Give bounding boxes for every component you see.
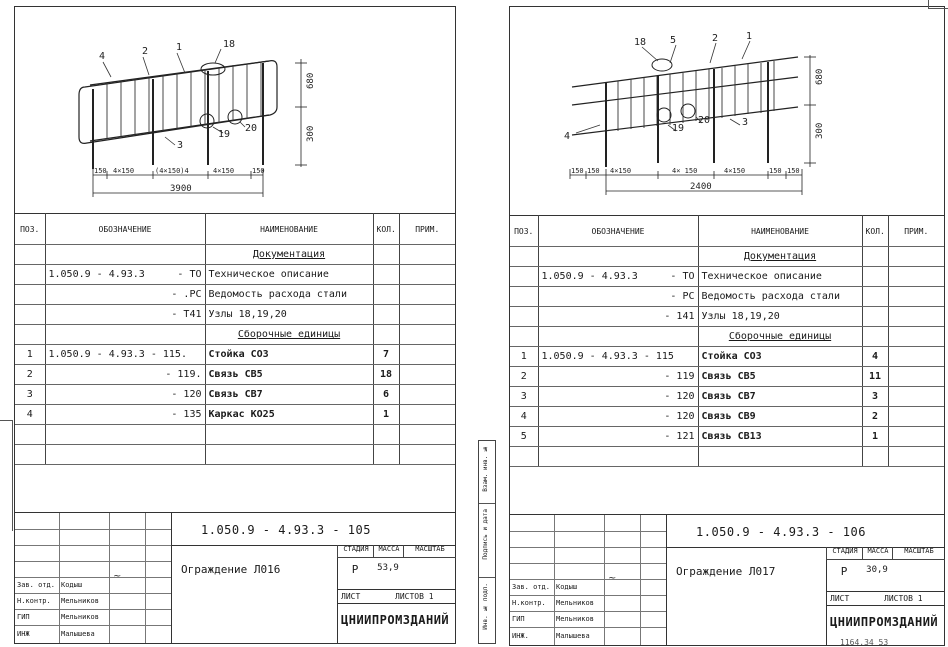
table-row xyxy=(15,445,455,465)
table-row xyxy=(15,425,455,445)
section-docs: Документация xyxy=(743,251,817,262)
row-name: Связь СВ9 xyxy=(698,407,862,427)
col-mass: МАССА xyxy=(862,547,893,560)
revision-grid xyxy=(15,513,172,643)
row-name: Техническое описание xyxy=(698,267,862,287)
table-row xyxy=(510,387,944,407)
strip-label-0: Взам. инв. № xyxy=(482,445,489,492)
row-suffix: - 135 xyxy=(45,405,205,425)
sheets-label: ЛИСТОВ 1 xyxy=(395,592,434,601)
name-2: Мельников xyxy=(61,613,99,621)
doc-code: 1.050.9 - 4.93.3 - 105 xyxy=(201,523,371,537)
section-assemblies: Сборочные единицы xyxy=(237,329,341,340)
doc-code: 1.050.9 - 4.93.3 - 106 xyxy=(696,525,866,539)
sheets-label: ЛИСТОВ 1 xyxy=(884,594,923,603)
signature-mark: ~ xyxy=(608,573,617,584)
row-suffix: - 120 xyxy=(538,387,698,407)
sheet-label: ЛИСТ xyxy=(341,592,361,601)
row-designation: 1.050.9 - 4.93.3 xyxy=(541,271,638,282)
organization: ЦНИИПРОМЗДАНИЙ xyxy=(341,613,450,627)
dim-4x150-c: 4×150 xyxy=(724,167,746,175)
drawing-sheet-left xyxy=(14,6,456,644)
row-name: Техническое описание xyxy=(205,265,373,285)
row-designation: 1.050.9 - 4.93.3 - 115 xyxy=(538,347,698,367)
row-suffix: - ТО xyxy=(177,269,202,280)
bottom-note: 1164.34 53 xyxy=(840,638,889,647)
role-2: ГИП xyxy=(17,613,30,621)
row-suffix: - 119. xyxy=(45,365,205,385)
strip-label-2: Инв. № подл. xyxy=(482,583,489,630)
row-name: Стойка СО3 xyxy=(698,347,862,367)
row-pos: 4 xyxy=(510,407,538,427)
dim-680: 680 xyxy=(815,68,825,85)
title-block-right xyxy=(510,514,944,645)
row-suffix: - 119 xyxy=(538,367,698,387)
dim-680: 680 xyxy=(306,72,316,89)
row-qty: 1 xyxy=(862,427,888,447)
row-qty: 1 xyxy=(373,405,399,425)
fence-elevation-svg xyxy=(15,7,455,212)
dim-4x150-a: 4×150 xyxy=(610,167,632,175)
table-row xyxy=(15,265,455,285)
callout-4: 4 xyxy=(99,51,106,62)
callout-3: 3 xyxy=(177,140,184,151)
callout-20: 20 xyxy=(698,115,711,126)
dim-4x150-c: 4×150 xyxy=(213,167,235,175)
row-qty: 6 xyxy=(373,385,399,405)
row-name: Связь СВ13 xyxy=(698,427,862,447)
table-row xyxy=(15,325,455,345)
row-pos: 2 xyxy=(510,367,538,387)
row-qty: 4 xyxy=(862,347,888,367)
row-suffix: - 120 xyxy=(538,407,698,427)
dim-150-b: 150 xyxy=(252,167,265,175)
table-row xyxy=(510,447,944,467)
table-row xyxy=(510,367,944,387)
row-suffix: - ТО xyxy=(670,271,695,282)
section-assemblies: Сборочные единицы xyxy=(728,331,832,342)
row-pos: 3 xyxy=(510,387,538,407)
title-block-left xyxy=(15,512,455,643)
table-row xyxy=(15,405,455,425)
row-pos: 1 xyxy=(15,345,45,365)
callout-1: 1 xyxy=(746,31,753,42)
corner-tab xyxy=(928,0,948,9)
header-pos: ПОЗ. xyxy=(15,214,45,245)
header-qty: КОЛ. xyxy=(373,214,399,245)
table-row xyxy=(510,407,944,427)
dim-150-d: 150 xyxy=(787,167,800,175)
header-designation: ОБОЗНАЧЕНИЕ xyxy=(538,216,698,247)
table-row xyxy=(510,327,944,347)
drawing-title: Ограждение Л016 xyxy=(181,563,281,576)
row-suffix: - 121 xyxy=(538,427,698,447)
callout-2: 2 xyxy=(142,46,149,57)
row-name: Связь СВ7 xyxy=(698,387,862,407)
callout-1: 1 xyxy=(176,42,183,53)
dim-4x150-a: 4×150 xyxy=(113,167,135,175)
row-name: Стойка СО3 xyxy=(205,345,373,365)
table-row xyxy=(15,245,455,265)
dim-150-b: 150 xyxy=(587,167,600,175)
row-name: Связь СВ5 xyxy=(698,367,862,387)
spec-header xyxy=(510,216,944,247)
header-qty: КОЛ. xyxy=(862,216,888,247)
row-pos: 3 xyxy=(15,385,45,405)
row-suffix: - 120 xyxy=(45,385,205,405)
dim-4x150-b: (4×150)4 xyxy=(155,167,189,175)
col-scale: МАСШТАБ xyxy=(892,547,945,560)
drawing-title: Ограждение Л017 xyxy=(676,565,776,578)
spec-header xyxy=(15,214,455,245)
name-1: Мельников xyxy=(556,599,594,607)
row-name: Ведомость расхода стали xyxy=(205,285,373,305)
row-designation: 1.050.9 - 4.93.3 xyxy=(48,269,145,280)
role-1: Н.контр. xyxy=(512,599,546,607)
row-name: Связь СВ7 xyxy=(205,385,373,405)
dim-150-c: 150 xyxy=(769,167,782,175)
table-row xyxy=(510,267,944,287)
table-row xyxy=(510,247,944,267)
callout-19: 19 xyxy=(672,123,685,134)
sheet-label: ЛИСТ xyxy=(830,594,850,603)
dim-300: 300 xyxy=(306,125,316,142)
callout-5: 5 xyxy=(670,35,677,46)
fence-drawing-right xyxy=(510,7,944,212)
table-row xyxy=(15,365,455,385)
row-qty: 3 xyxy=(862,387,888,407)
row-pos: 2 xyxy=(15,365,45,385)
callout-18: 18 xyxy=(634,37,647,48)
role-3: ИНЖ. xyxy=(512,632,529,640)
row-qty: 7 xyxy=(373,345,399,365)
col-scale: МАСШТАБ xyxy=(403,545,456,558)
table-row xyxy=(510,347,944,367)
mass-value: 53,9 xyxy=(377,563,399,573)
revision-grid xyxy=(510,515,667,645)
signature-mark: ~ xyxy=(113,571,122,582)
header-name: НАИМЕНОВАНИЕ xyxy=(698,216,862,247)
row-name: Узлы 18,19,20 xyxy=(205,305,373,325)
table-row xyxy=(510,287,944,307)
row-pos: 5 xyxy=(510,427,538,447)
callout-3: 3 xyxy=(742,117,749,128)
callout-2: 2 xyxy=(712,33,719,44)
table-row xyxy=(15,345,455,365)
header-designation: ОБОЗНАЧЕНИЕ xyxy=(45,214,205,245)
row-suffix: - РС xyxy=(538,287,698,307)
row-qty: 11 xyxy=(862,367,888,387)
name-1: Мельников xyxy=(61,597,99,605)
spec-table-left xyxy=(15,213,455,465)
row-name: Связь СВ5 xyxy=(205,365,373,385)
dim-total: 3900 xyxy=(170,184,192,194)
row-qty: 18 xyxy=(373,365,399,385)
row-suffix: - Т41 xyxy=(45,305,205,325)
left-edge-strip xyxy=(0,420,13,531)
table-row xyxy=(15,385,455,405)
role-0: Зав. отд. xyxy=(512,583,550,591)
dim-300: 300 xyxy=(815,122,825,139)
fence-elevation-svg xyxy=(510,7,944,212)
role-1: Н.контр. xyxy=(17,597,51,605)
strip-label-1: Подпись и дата xyxy=(482,509,489,560)
organization: ЦНИИПРОМЗДАНИЙ xyxy=(830,615,939,629)
mass-value: 30,9 xyxy=(866,565,888,575)
row-suffix: - .РС xyxy=(45,285,205,305)
callout-18: 18 xyxy=(223,39,236,50)
col-mass: МАССА xyxy=(373,545,404,558)
name-3: Малышева xyxy=(556,632,590,640)
col-stage: СТАДИЯ xyxy=(337,545,374,558)
row-pos: 4 xyxy=(15,405,45,425)
spec-table-right xyxy=(510,215,944,467)
callout-4: 4 xyxy=(564,131,571,142)
name-2: Мельников xyxy=(556,615,594,623)
fence-drawing-left xyxy=(15,7,455,212)
row-name: Ведомость расхода стали xyxy=(698,287,862,307)
section-docs: Документация xyxy=(252,249,326,260)
header-note: ПРИМ. xyxy=(399,214,455,245)
header-name: НАИМЕНОВАНИЕ xyxy=(205,214,373,245)
callout-20: 20 xyxy=(245,123,258,134)
dim-150-a: 150 xyxy=(94,167,107,175)
dim-4x150-b: 4× 150 xyxy=(672,167,698,175)
table-row xyxy=(510,427,944,447)
header-pos: ПОЗ. xyxy=(510,216,538,247)
row-pos: 1 xyxy=(510,347,538,367)
name-3: Малышева xyxy=(61,630,95,638)
table-row xyxy=(15,305,455,325)
role-3: ИНЖ xyxy=(17,630,30,638)
stage-value: Р xyxy=(840,565,848,578)
table-row xyxy=(15,285,455,305)
row-name: Каркас КО25 xyxy=(205,405,373,425)
binding-strip xyxy=(478,440,496,644)
role-0: Зав. отд. xyxy=(17,581,55,589)
row-name: Узлы 18,19,20 xyxy=(698,307,862,327)
dim-total: 2400 xyxy=(690,182,712,192)
row-designation: 1.050.9 - 4.93.3 - 115. xyxy=(45,345,205,365)
name-0: Кодыш xyxy=(61,581,83,589)
col-stage: СТАДИЯ xyxy=(826,547,863,560)
table-row xyxy=(510,307,944,327)
name-0: Кодыш xyxy=(556,583,578,591)
row-suffix: - 141 xyxy=(538,307,698,327)
row-qty: 2 xyxy=(862,407,888,427)
stage-value: Р xyxy=(351,563,359,576)
dim-150-a: 150 xyxy=(571,167,584,175)
drawing-sheet-right xyxy=(509,6,945,646)
header-note: ПРИМ. xyxy=(888,216,944,247)
callout-19: 19 xyxy=(218,129,231,140)
role-2: ГИП xyxy=(512,615,525,623)
